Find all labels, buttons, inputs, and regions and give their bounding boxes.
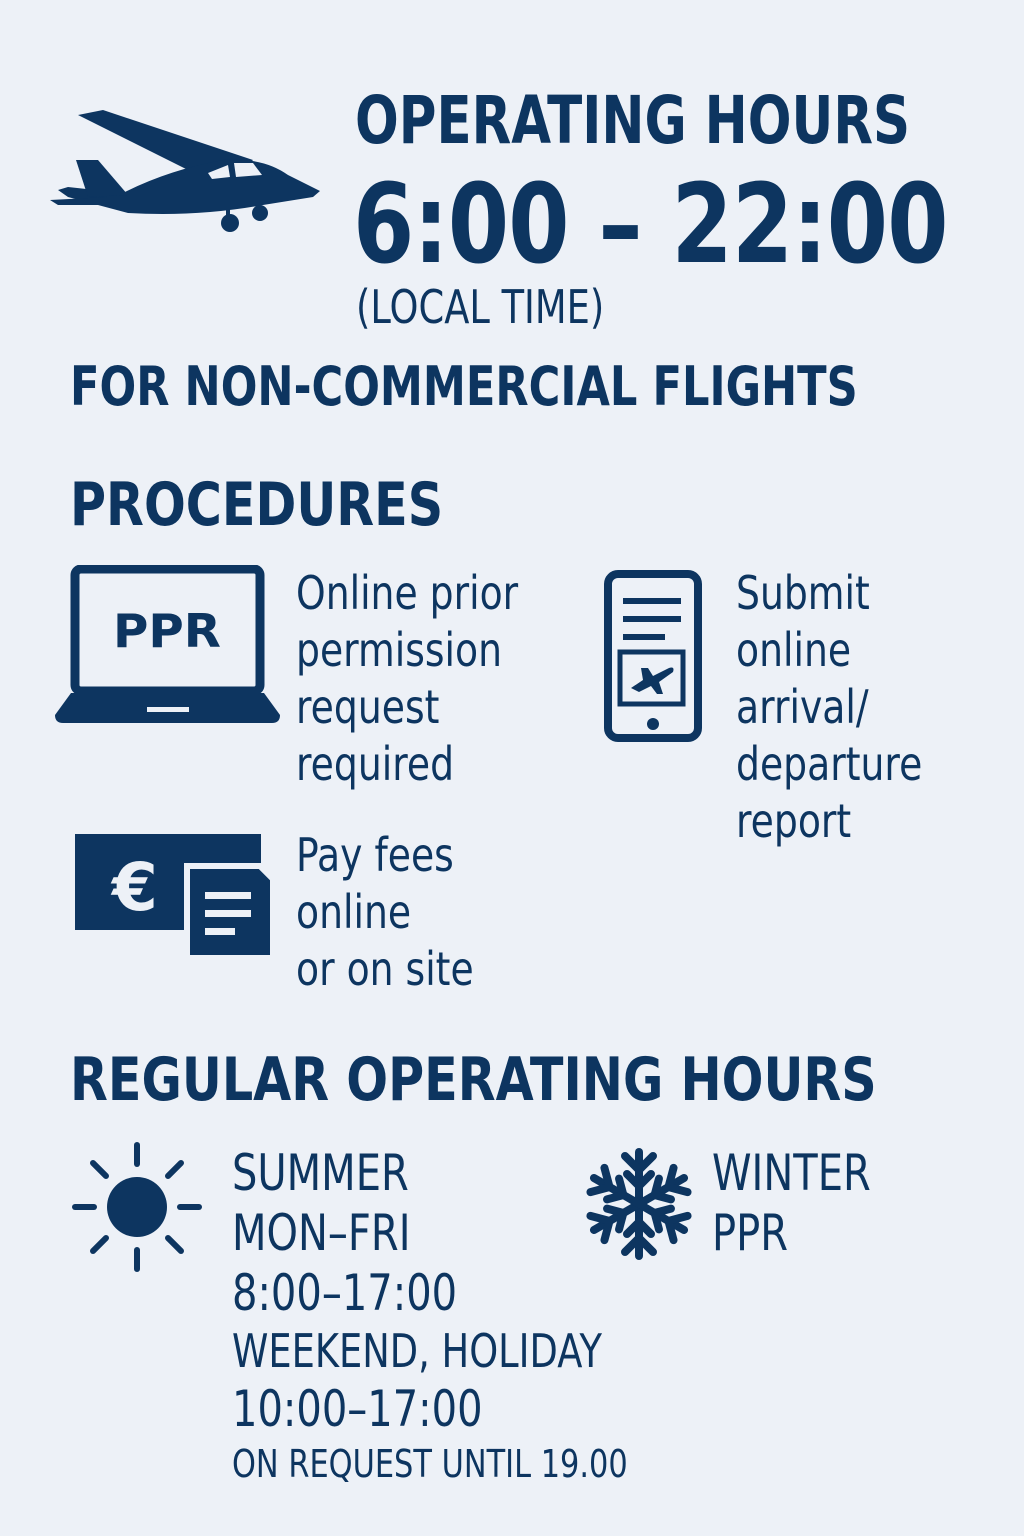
ppr-line: Online prior — [296, 566, 519, 620]
procedures-heading: PROCEDURES — [70, 470, 444, 540]
winter-hours — [712, 1143, 871, 1263]
report-procedure-text — [736, 565, 922, 850]
summer-request-note: ON REQUEST UNTIL 19.00 — [232, 1442, 628, 1486]
report-line: report — [736, 794, 852, 848]
fees-line: or on site — [296, 942, 474, 996]
fees-line: online — [296, 885, 412, 939]
summer-weekdays: MON–FRI — [232, 1204, 411, 1262]
regular-hours-heading: REGULAR OPERATING HOURS — [70, 1045, 877, 1115]
snowflake-icon — [585, 1145, 693, 1263]
report-line: departure — [736, 737, 923, 791]
summer-hours — [232, 1143, 628, 1489]
ppr-line: request — [296, 680, 440, 734]
phone-icon — [603, 570, 703, 742]
laptop-ppr-label: PPR — [113, 604, 221, 658]
operating-hours-range: 6:00 – 22:00 — [353, 160, 948, 288]
summer-weekday-hours: 8:00–17:00 — [232, 1264, 458, 1322]
ppr-line: permission — [296, 623, 502, 677]
euro-symbol: € — [112, 849, 158, 926]
sun-icon — [70, 1140, 205, 1275]
winter-label: WINTER — [712, 1144, 871, 1202]
report-line: arrival/ — [736, 680, 869, 734]
summer-label: SUMMER — [232, 1144, 409, 1202]
summer-weekend: WEEKEND, HOLIDAY — [232, 1324, 603, 1378]
report-line: online — [736, 623, 852, 677]
local-time-note: (LOCAL TIME) — [356, 280, 605, 334]
airplane-icon — [48, 105, 323, 235]
summer-weekend-hours: 10:00–17:00 — [232, 1380, 483, 1438]
fees-line: Pay fees — [296, 828, 454, 882]
fees-procedure-text — [296, 827, 474, 998]
euro-invoice-icon — [75, 832, 273, 962]
laptop-icon — [55, 565, 280, 725]
report-line: Submit — [736, 566, 870, 620]
ppr-line: required — [296, 737, 455, 791]
flight-type-subtitle: FOR NON-COMMERCIAL FLIGHTS — [70, 355, 858, 418]
winter-value: PPR — [712, 1204, 789, 1262]
ppr-procedure-text — [296, 565, 518, 793]
page-title: OPERATING HOURS — [355, 82, 911, 159]
